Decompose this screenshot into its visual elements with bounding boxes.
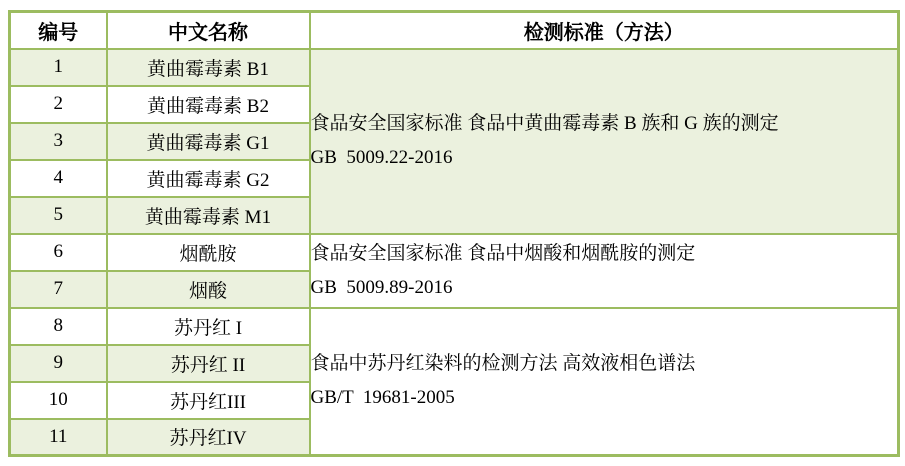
chinese-name-cell: 黄曲霉毒素 B2 xyxy=(107,86,310,123)
chinese-name-cell: 黄曲霉毒素 M1 xyxy=(107,197,310,234)
table-header-row xyxy=(10,12,899,49)
row-number-cell: 3 xyxy=(10,123,107,160)
row-number-cell: 9 xyxy=(10,345,107,382)
chinese-name-cell: 烟酰胺 xyxy=(107,234,310,271)
row-number-cell: 5 xyxy=(10,197,107,234)
row-number-cell: 2 xyxy=(10,86,107,123)
row-number-cell: 8 xyxy=(10,308,107,345)
standard-title: 食品安全国家标准 食品中烟酸和烟酰胺的测定 xyxy=(310,242,696,264)
header-standard: 检测标准（方法） xyxy=(310,12,899,49)
standard-cell xyxy=(310,49,899,234)
standard-code: GB 5009.22-2016 xyxy=(310,147,453,168)
standard-code: GB/T 19681-2005 xyxy=(310,387,455,409)
row-number-cell: 6 xyxy=(10,234,107,271)
chinese-name-cell: 黄曲霉毒素 G1 xyxy=(107,123,310,160)
header-chinese-name: 中文名称 xyxy=(107,12,310,49)
chinese-name-cell: 苏丹红III xyxy=(107,382,310,419)
row-number-cell: 11 xyxy=(10,419,107,456)
chinese-name-cell: 苏丹红IV xyxy=(107,419,310,456)
standard-code: GB 5009.89-2016 xyxy=(310,276,453,298)
table-row xyxy=(10,308,899,345)
chinese-name-cell: 苏丹红 I xyxy=(107,308,310,345)
row-number-cell: 1 xyxy=(10,49,107,86)
table-row xyxy=(10,234,899,271)
test-standards-table xyxy=(8,10,900,457)
chinese-name-cell: 黄曲霉毒素 G2 xyxy=(107,160,310,197)
row-number-cell: 10 xyxy=(10,382,107,419)
standard-title: 食品中苏丹红染料的检测方法 高效液相色谱法 xyxy=(310,353,696,375)
standard-title: 食品安全国家标准 食品中黄曲霉毒素 B 族和 G 族的测定 xyxy=(310,113,779,134)
chinese-name-cell: 苏丹红 II xyxy=(107,345,310,382)
row-number-cell: 4 xyxy=(10,160,107,197)
header-number: 编号 xyxy=(10,12,107,49)
chinese-name-cell: 黄曲霉毒素 B1 xyxy=(107,49,310,86)
chinese-name-cell: 烟酸 xyxy=(107,271,310,308)
standard-cell xyxy=(310,234,899,308)
row-number-cell: 7 xyxy=(10,271,107,308)
standard-cell xyxy=(310,308,899,456)
table-row xyxy=(10,49,899,86)
